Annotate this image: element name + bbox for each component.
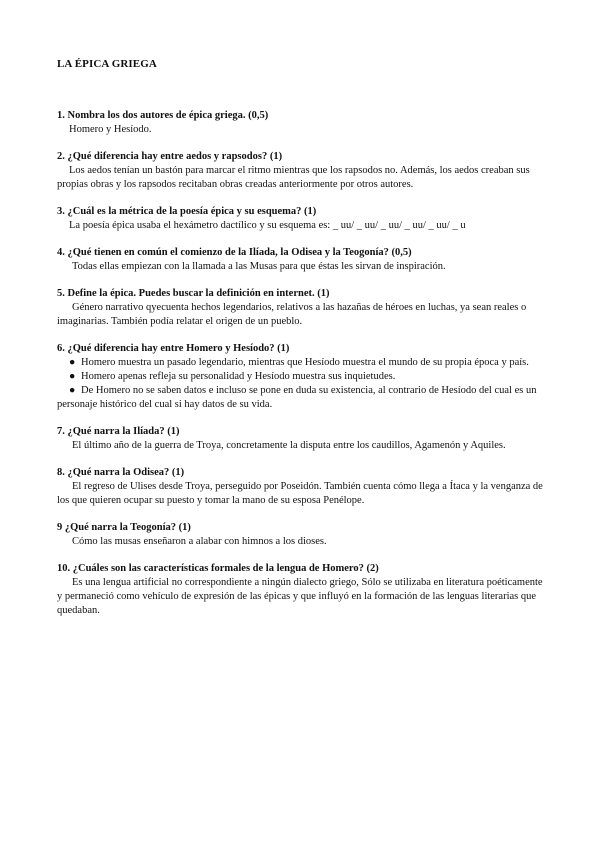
question-10 bbox=[57, 562, 547, 618]
list-item: ● Homero muestra un pasado legendario, mientras que Hesíodo muestra el mundo de su propia época y país. bbox=[69, 357, 529, 368]
question-answer: Homero y Hesíodo. bbox=[69, 124, 152, 135]
question-6 bbox=[57, 342, 547, 412]
question-heading: 5. Define la épica. Puedes buscar la definición en internet. (1) bbox=[57, 288, 330, 299]
answer-bullet-list bbox=[57, 356, 547, 412]
question-9 bbox=[57, 521, 547, 549]
question-answer: Todas ellas empiezan con la llamada a las Musas para que éstas les sirvan de inspiración. bbox=[72, 261, 446, 272]
question-answer: Género narrativo qyecuenta hechos legendarios, relativos a las hazañas de héroes en luchas, ya sean reales o imaginarias. También podía relatar el origen de un pueblo. bbox=[57, 302, 527, 327]
question-heading: 6. ¿Qué diferencia hay entre Homero y Hesíodo? (1) bbox=[57, 343, 290, 354]
list-item: ● De Homero no se saben datos e incluso se pone en duda su existencia, al contrario de Hesíodo del cual es un personaje histórico del cual si hay datos de su vida. bbox=[57, 385, 537, 410]
document-title: LA ÉPICA GRIEGA bbox=[57, 58, 157, 70]
question-heading: 3. ¿Cuál es la métrica de la poesía épica y su esquema? (1) bbox=[57, 206, 317, 217]
question-7 bbox=[57, 425, 547, 453]
question-5 bbox=[57, 287, 547, 329]
bullet-icon: ● bbox=[69, 385, 76, 396]
question-heading: 1. Nombra los dos autores de épica griega. (0,5) bbox=[57, 110, 269, 121]
question-heading: 10. ¿Cuáles son las características formales de la lengua de Homero? (2) bbox=[57, 563, 379, 574]
bullet-icon: ● bbox=[69, 357, 76, 368]
question-heading: 9 ¿Qué narra la Teogonía? (1) bbox=[57, 522, 191, 533]
question-answer: Los aedos tenían un bastón para marcar el ritmo mientras que los rapsodos no. Además, los aedos creaban sus propias obras y los rapsodos recitaban obras creadas anteriormente por otros autores. bbox=[57, 165, 530, 190]
question-8 bbox=[57, 466, 547, 508]
question-heading: 8. ¿Qué narra la Odisea? (1) bbox=[57, 467, 185, 478]
question-answer: Cómo las musas enseñaron a alabar con himnos a los dioses. bbox=[72, 536, 327, 547]
question-heading: 7. ¿Qué narra la Ilíada? (1) bbox=[57, 426, 180, 437]
question-4 bbox=[57, 246, 547, 274]
question-heading: 2. ¿Qué diferencia hay entre aedos y rapsodos? (1) bbox=[57, 151, 283, 162]
question-answer: El último año de la guerra de Troya, concretamente la disputa entre los caudillos, Agamenón y Aquiles. bbox=[72, 440, 506, 451]
question-3 bbox=[57, 205, 547, 233]
question-heading: 4. ¿Qué tienen en común el comienzo de la Ilíada, la Odisea y la Teogonía? (0,5) bbox=[57, 247, 412, 258]
list-item: ● Homero apenas refleja su personalidad y Hesíodo muestra sus inquietudes. bbox=[69, 371, 396, 382]
bullet-icon: ● bbox=[69, 371, 76, 382]
question-answer: La poesía épica usaba el hexámetro dactílico y su esquema es: _ uu/ _ uu/ _ uu/ _ uu/ _ uu/ _ u bbox=[69, 220, 466, 231]
question-answer: El regreso de Ulises desde Troya, perseguido por Poseidón. También cuenta cómo llega a Ítaca y la venganza de los que quieren ocupar su puesto y tomar la mano de su esposa Penélope. bbox=[57, 481, 543, 506]
document-page bbox=[57, 58, 547, 631]
question-answer: Es una lengua artificial no correspondiente a ningún dialecto griego, Sólo se utilizaba en literatura poéticamente y permaneció como vehículo de expresión de las épicas y que influyó en la formación de las lenguas literarias que quedaban. bbox=[57, 577, 543, 616]
question-1 bbox=[57, 109, 547, 137]
question-2 bbox=[57, 150, 547, 192]
